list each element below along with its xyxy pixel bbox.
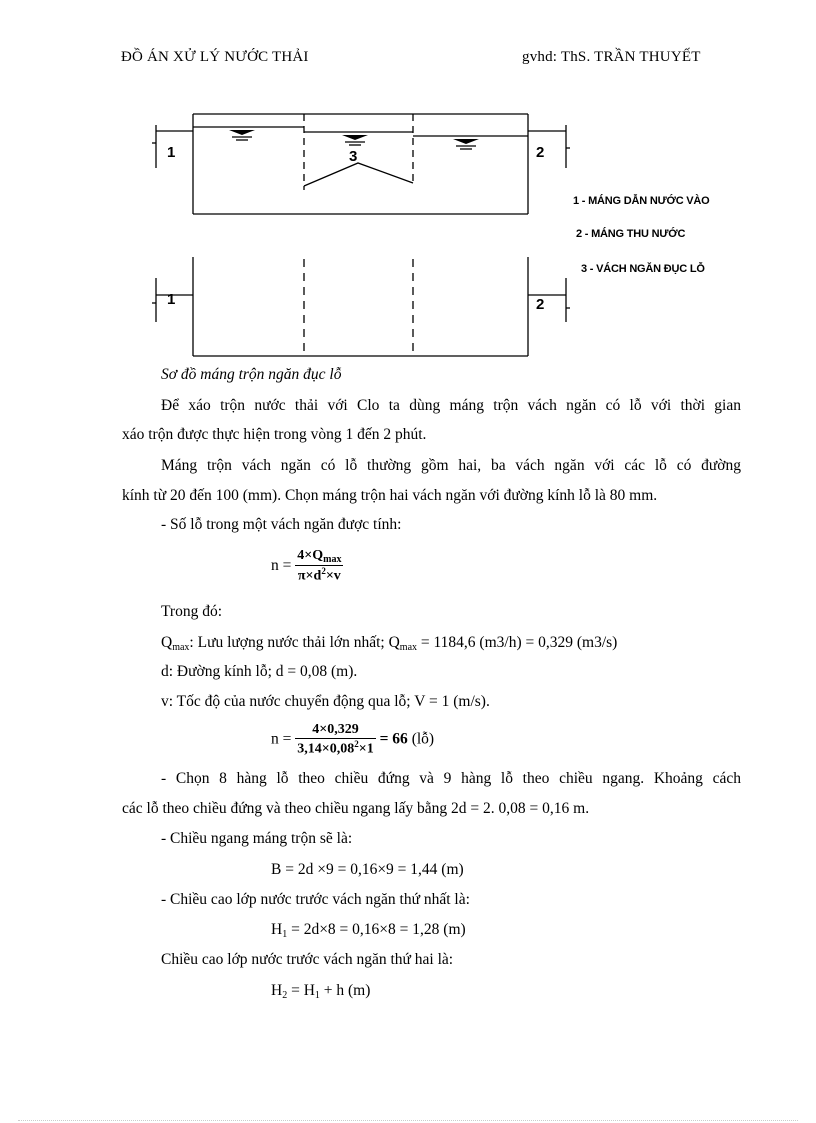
section-view-diagram	[152, 257, 570, 356]
paragraph-line: các lỗ theo chiều đứng và theo chiều ngang lấy bằng 2d = 2. 0,08 = 0,16 m.	[122, 800, 590, 817]
formula-lhs: n =	[271, 556, 292, 574]
paragraph-line: Máng trộn vách ngăn có lỗ thường gồm hai, ba vách ngăn với các lỗ có đường	[161, 457, 741, 474]
header-title: ĐỒ ÁN XỬ LÝ NƯỚC THẢI	[121, 49, 309, 65]
water-level-symbol	[453, 139, 479, 149]
paragraph-line: - Chiều ngang máng trộn sẽ là:	[161, 830, 353, 847]
d-definition: d: Đường kính lỗ; d = 0,08 (m).	[161, 663, 358, 680]
diagram-label-1: 1	[167, 144, 176, 161]
formula-fraction: $\frac{4\times 0,329}{3,14\times 0,08^2\times 1}$	[297, 722, 374, 757]
formula-h2: $H_2 = H_1 + h$ (m)	[271, 982, 371, 1001]
paragraph-line: Để xáo trộn nước thải với Clo ta dùng máng trộn vách ngăn có lỗ với thời gian	[161, 397, 741, 414]
diagram-label-2: 2	[536, 144, 545, 161]
v-definition: v: Tốc độ của nước chuyển động qua lỗ; V = 1 (m/s).	[161, 693, 490, 710]
legend-item: 3 - VÁCH NGĂN ĐỤC LỖ	[581, 263, 705, 275]
footer-rule	[18, 1120, 798, 1121]
paragraph-line: xáo trộn được thực hiện trong vòng 1 đến 2 phút.	[122, 426, 427, 443]
formula-holes-numeric: n = $\frac{4\times 0,329}{3,14\times 0,08^2\times 1}$ = 66 (lỗ)	[271, 722, 435, 757]
water-level-symbol	[229, 130, 255, 140]
paragraph-line: - Chọn 8 hàng lỗ theo chiều đứng và 9 hàng lỗ theo chiều ngang. Khoảng cách	[161, 770, 741, 787]
diagram-label-1: 1	[167, 291, 176, 308]
header-supervisor: gvhd: ThS. TRẦN THUYẾT	[522, 49, 701, 65]
where-label: Trong đó:	[161, 603, 223, 620]
formula-holes-general	[271, 548, 343, 585]
qmax-definition: $Q_{max}$: Lưu lượng nước thải lớn nhất; $Q_{max} = 1184,6$ (m3/h) = 0,329 (m3/s)	[161, 634, 618, 653]
legend-item: 2 - MÁNG THU NƯỚC	[576, 228, 686, 240]
formula-fraction: $\frac{4\times Q_{max}}{\pi\times d^2\times v}$	[297, 548, 342, 584]
figure-caption: Sơ đồ máng trộn ngăn đục lỗ	[161, 366, 342, 383]
paragraph-line: Chiều cao lớp nước trước vách ngăn thứ hai là:	[161, 951, 454, 968]
paragraph-line: kính từ 20 đến 100 (mm). Chọn máng trộn hai vách ngăn với đường kính lỗ là 80 mm.	[122, 487, 658, 504]
diagram-label-3: 3	[349, 148, 358, 165]
perforated-baffle-shape	[304, 163, 413, 186]
paragraph-line: - Chiều cao lớp nước trước vách ngăn thứ nhất là:	[161, 891, 470, 908]
formula-h1: $H_1 = 2d\times 8 = 0,16\times 8 = 1,28$ (m)	[271, 921, 466, 940]
legend-item: 1 - MÁNG DẪN NƯỚC VÀO	[573, 195, 710, 207]
top-view-diagram	[152, 114, 570, 214]
formula-width: B = 2d ×9 = 0,16×9 = 1,44 (m)	[271, 861, 464, 878]
diagram-label-2: 2	[536, 296, 545, 313]
water-level-symbol	[342, 135, 368, 145]
paragraph-line: - Số lỗ trong một vách ngăn được tính:	[161, 516, 402, 533]
